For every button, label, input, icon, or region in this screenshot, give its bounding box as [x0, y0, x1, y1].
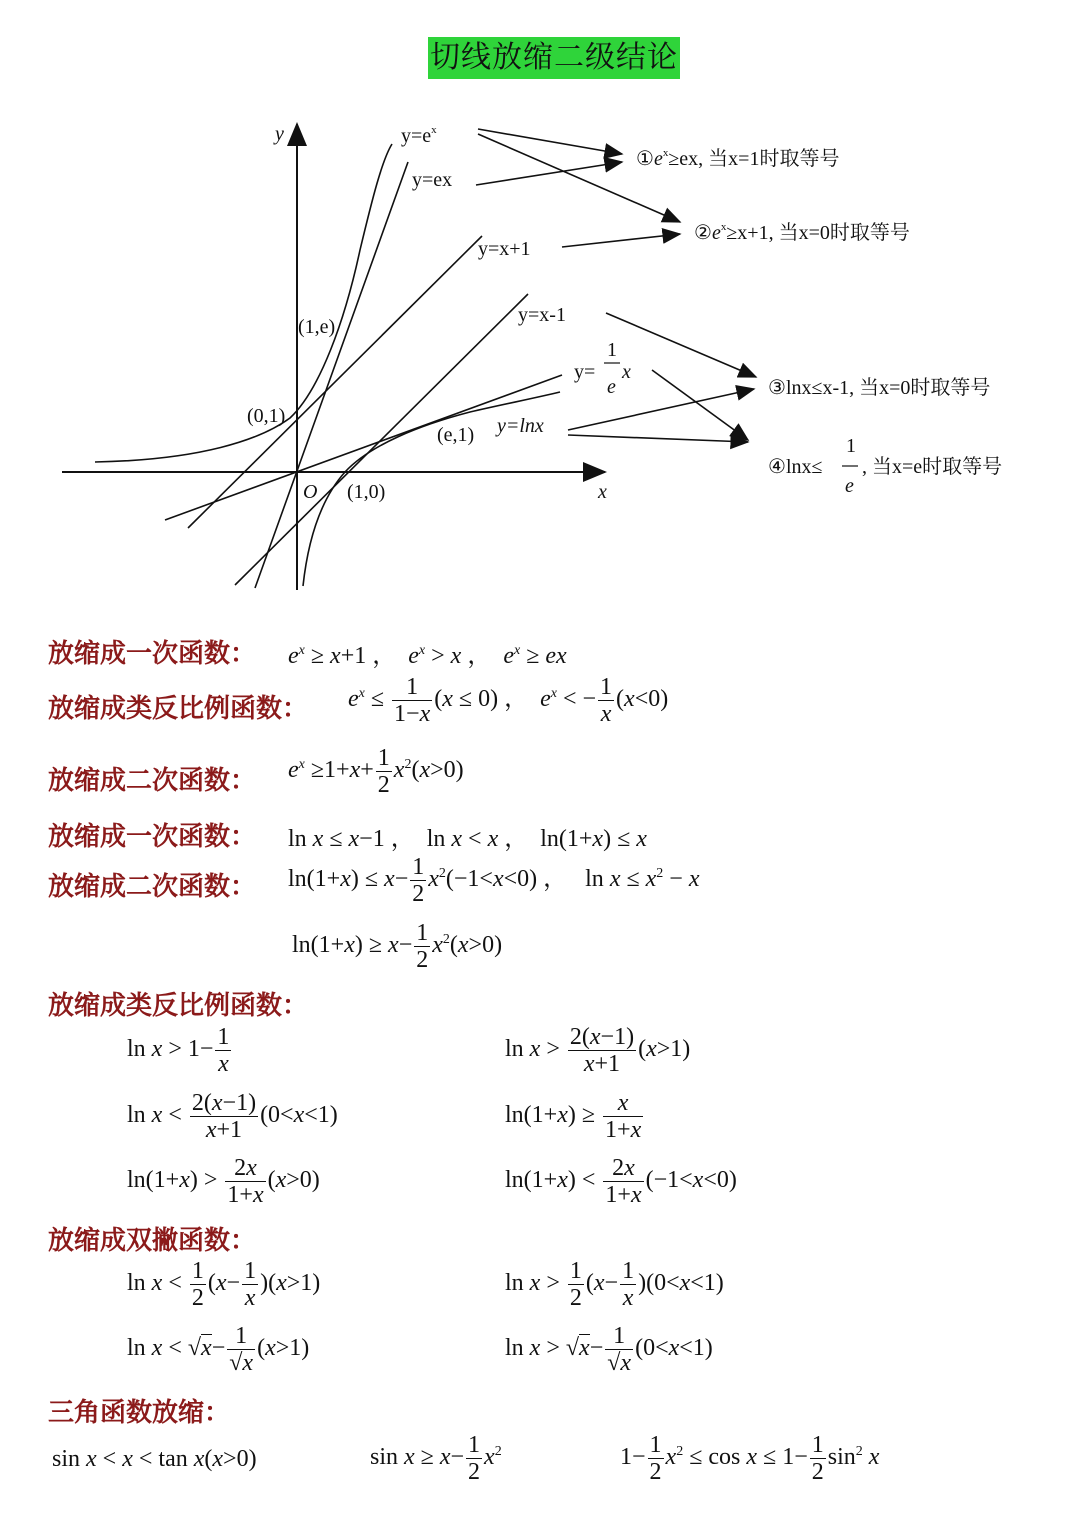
- line-x-minus-1: [235, 294, 528, 585]
- label-y-over-e-num: 1: [607, 339, 617, 361]
- x-axis-label: x: [598, 481, 607, 503]
- heading-quadratic-ln: 放缩成二次函数：: [48, 872, 257, 902]
- label-y-over-e-den: e: [607, 376, 616, 398]
- label-y-ex-line: y=ex: [412, 169, 453, 191]
- formula-linear-ln: ln x ≤ x−1 ， ln x < x ， ln(1+x) ≤ x: [288, 826, 647, 852]
- page-title: 切线放缩二级结论: [428, 37, 680, 79]
- formula-rec-ln-1: ln x > 1− $\frac{1}{x}$: [127, 1024, 230, 1077]
- heading-reciprocal-exp: 放缩成类反比例函数：: [48, 694, 309, 724]
- formula-trig-3: 1− $\frac{1}{2}$ $x^2 \le \cos x \le 1-$ $\frac{1}{2}$ $\sin^2 x$: [620, 1432, 880, 1485]
- label-y-x-minus-1: y=x-1: [518, 304, 566, 326]
- point-1-0: (1,0): [347, 481, 386, 503]
- formula-hook-1: ln x < $\frac{1}{2}$ (x− $\frac{1}{x}$ )(x>1): [127, 1258, 321, 1311]
- formula-quadratic-exp: $e^x \ge 1+x+$ $\frac{1}{2}$ $x^2(x>0)$: [288, 745, 464, 798]
- formula-trig-2: sin x ≥ x− $\frac{1}{2}$ $x^2$: [370, 1432, 502, 1485]
- formula-rec-ln-6: ln(1+x) < $\frac{2x}{1+x}$ (−1<x<0): [505, 1155, 737, 1208]
- formula-hook-2: ln x > $\frac{1}{2}$ (x− $\frac{1}{x}$ )(0<x<1): [505, 1258, 724, 1311]
- conclusion-4-rest: , 当x=e时取等号: [862, 456, 1003, 478]
- conclusion-4-num: 1: [846, 435, 856, 457]
- label-y-over-e-x: x: [622, 361, 631, 383]
- exp-curve: [95, 144, 392, 462]
- formula-hook-4: ln x > √x− $\frac{1}{√x}$ (0<x<1): [505, 1323, 713, 1376]
- label-y-lnx: y=lnx: [497, 415, 544, 437]
- label-y-ex: $y=e^x$: [401, 124, 437, 147]
- conclusion-4-den: e: [845, 475, 854, 497]
- label-y-x-plus-1: y=x+1: [478, 238, 531, 260]
- formula-hook-3: ln x < √x− $\frac{1}{√x}$ (x>1): [127, 1323, 310, 1376]
- heading-linear-exp: 放缩成一次函数：: [48, 639, 257, 669]
- heading-quadratic-exp: 放缩成二次函数：: [48, 766, 257, 796]
- heading-linear-ln: 放缩成一次函数：: [48, 822, 257, 852]
- heading-double-hook: 放缩成双撇函数：: [48, 1226, 257, 1256]
- formula-trig-1: sin x < x < tan x(x>0): [52, 1446, 257, 1472]
- point-1-e: (1,e): [298, 316, 336, 338]
- line-ex: [255, 162, 408, 588]
- formula-rec-ln-5: ln(1+x) > $\frac{2x}{1+x}$ (x>0): [127, 1155, 320, 1208]
- formula-rec-ln-2: ln x > $\frac{2(x-1)}{x+1}$ (x>1): [505, 1024, 691, 1077]
- conclusion-3: ③lnx≤x-1, 当x=0时取等号: [768, 377, 991, 399]
- point-e-1: (e,1): [437, 424, 475, 446]
- label-y-over-e-prefix: y=: [574, 361, 596, 383]
- conclusion-1: $①e^x\ge ex$, 当x=1时取等号: [636, 147, 840, 170]
- formula-quadratic-ln-1: ln(1+x) ≤ x− $\frac{1}{2}$ $x^2(-1<x<0)$ ， $\ln x \le x^2 - x$: [288, 854, 700, 907]
- heading-trig: 三角函数放缩：: [48, 1398, 231, 1428]
- tangent-graph: [0, 100, 1080, 600]
- origin-label: O: [303, 481, 318, 503]
- conclusion-4: ④lnx≤: [768, 456, 823, 478]
- formula-quadratic-ln-2: ln(1+x) ≥ x− $\frac{1}{2}$ $x^2(x>0)$: [292, 920, 503, 973]
- conclusion-2: $②e^x\ge x+1$, 当x=0时取等号: [694, 221, 910, 244]
- formula-linear-exp: $e^x \ge x+1$ ， $e^x > x$ ， $e^x$ ≥ ex: [288, 643, 567, 669]
- y-axis-label: y: [275, 123, 284, 145]
- formula-rec-ln-3: ln x < $\frac{2(x-1)}{x+1}$ (0<x<1): [127, 1090, 338, 1143]
- heading-reciprocal-ln: 放缩成类反比例函数：: [48, 991, 309, 1021]
- formula-rec-ln-4: ln(1+x) ≥ $\frac{x}{1+x}$: [505, 1090, 642, 1143]
- formula-reciprocal-exp: $e^x$ ≤ $\frac{1}{1-x}$ (x ≤ 0) ， $e^x$ < − $\frac{1}{x}$ (x<0): [348, 674, 669, 727]
- point-0-1: (0,1): [247, 405, 286, 427]
